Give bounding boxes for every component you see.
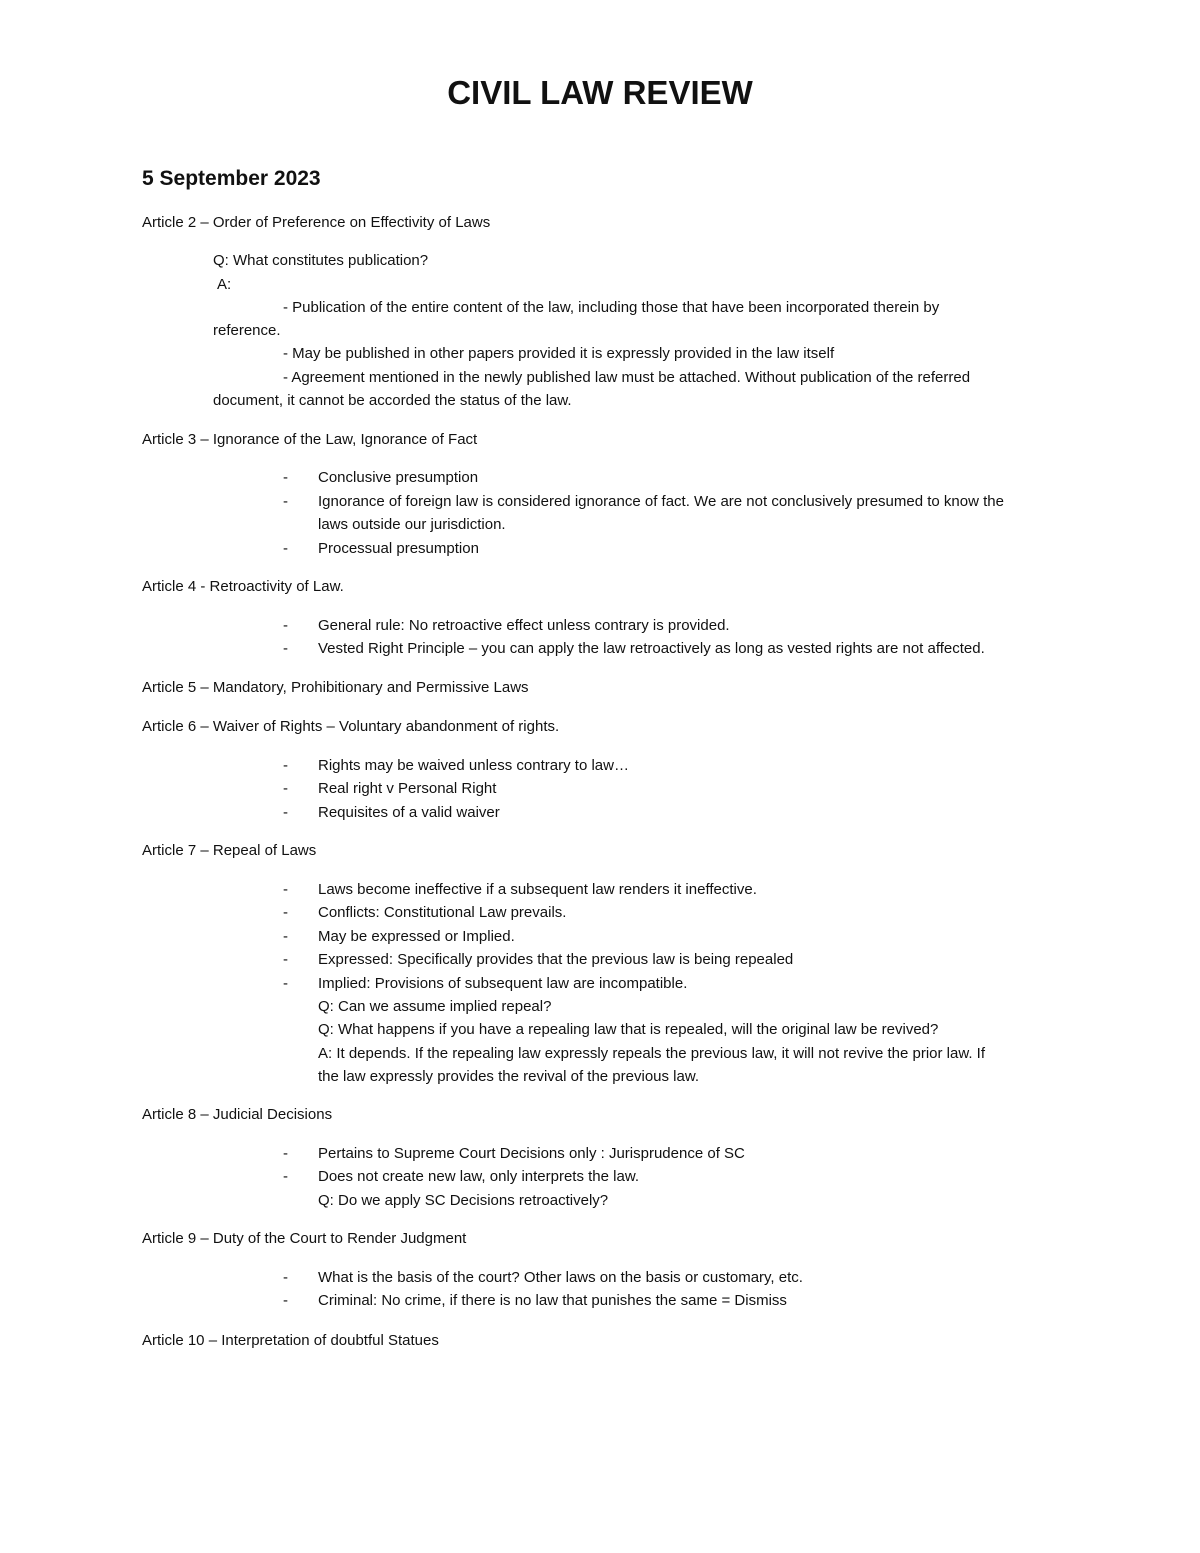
bullet-dash: - bbox=[283, 1168, 288, 1185]
article-7-bullet: Conflicts: Constitutional Law prevails. bbox=[318, 904, 567, 921]
article-4-heading: Article 4 - Retroactivity of Law. bbox=[142, 578, 344, 595]
article-2-answer-line: document, it cannot be accorded the status of the law. bbox=[213, 392, 572, 409]
article-8-heading: Article 8 – Judicial Decisions bbox=[142, 1106, 333, 1123]
article-6-bullet: Real right v Personal Right bbox=[318, 780, 497, 797]
article-7-question: Q: Can we assume implied repeal? bbox=[318, 998, 552, 1015]
bullet-dash: - bbox=[283, 780, 288, 797]
bullet-dash: - bbox=[283, 640, 288, 657]
article-7-answer: A: It depends. If the repealing law expressly repeals the previous law, it will not revive the prior law. If bbox=[318, 1045, 986, 1062]
article-2-answer-label: A: bbox=[217, 276, 232, 293]
bullet-dash: - bbox=[283, 1292, 288, 1309]
article-2-answer-line: - Publication of the entire content of the law, including those that have been incorporated therein by bbox=[283, 299, 940, 316]
article-9-bullet: Criminal: No crime, if there is no law that punishes the same = Dismiss bbox=[318, 1292, 787, 1309]
article-7-bullet: Laws become ineffective if a subsequent law renders it ineffective. bbox=[318, 881, 757, 898]
article-3-heading: Article 3 – Ignorance of the Law, Ignorance of Fact bbox=[142, 431, 478, 448]
bullet-dash: - bbox=[283, 881, 288, 898]
article-2-answer-line: - May be published in other papers provided it is expressly provided in the law itself bbox=[283, 345, 835, 362]
document-title: CIVIL LAW REVIEW bbox=[447, 74, 753, 111]
article-8-bullet: Pertains to Supreme Court Decisions only : Jurisprudence of SC bbox=[318, 1145, 745, 1162]
bullet-dash: - bbox=[283, 469, 288, 486]
article-8-bullet: Does not create new law, only interprets the law. bbox=[318, 1168, 640, 1185]
bullet-dash: - bbox=[283, 1145, 288, 1162]
article-4-bullet: Vested Right Principle – you can apply the law retroactively as long as vested rights are not affected. bbox=[318, 640, 985, 657]
article-2-heading: Article 2 – Order of Preference on Effectivity of Laws bbox=[142, 214, 491, 231]
article-3-bullet: Processual presumption bbox=[318, 540, 479, 557]
article-10-heading: Article 10 – Interpretation of doubtful Statues bbox=[142, 1332, 439, 1349]
article-6-bullet: Rights may be waived unless contrary to law… bbox=[318, 757, 629, 774]
article-7-bullet: May be expressed or Implied. bbox=[318, 928, 515, 945]
date-heading: 5 September 2023 bbox=[142, 167, 321, 190]
bullet-dash: - bbox=[283, 493, 288, 510]
article-2-answer-line: reference. bbox=[213, 322, 281, 339]
bullet-dash: - bbox=[283, 1269, 288, 1286]
article-2-question: Q: What constitutes publication? bbox=[213, 252, 429, 269]
bullet-dash: - bbox=[283, 617, 288, 634]
bullet-dash: - bbox=[283, 951, 288, 968]
article-6-heading: Article 6 – Waiver of Rights – Voluntary abandonment of rights. bbox=[142, 718, 560, 735]
article-7-bullet: Expressed: Specifically provides that the previous law is being repealed bbox=[318, 951, 794, 968]
article-9-bullet: What is the basis of the court? Other laws on the basis or customary, etc. bbox=[318, 1269, 803, 1286]
bullet-dash: - bbox=[283, 757, 288, 774]
article-7-question: Q: What happens if you have a repealing law that is repealed, will the original law be revived? bbox=[318, 1021, 939, 1038]
bullet-dash: - bbox=[283, 904, 288, 921]
article-7-bullet: Implied: Provisions of subsequent law are incompatible. bbox=[318, 975, 688, 992]
article-7-heading: Article 7 – Repeal of Laws bbox=[142, 842, 317, 859]
article-6-bullet: Requisites of a valid waiver bbox=[318, 804, 500, 821]
bullet-dash: - bbox=[283, 975, 288, 992]
article-9-heading: Article 9 – Duty of the Court to Render Judgment bbox=[142, 1230, 467, 1247]
article-3-bullet: Ignorance of foreign law is considered ignorance of fact. We are not conclusively presumed to know the bbox=[318, 493, 1004, 510]
article-4-bullet: General rule: No retroactive effect unless contrary is provided. bbox=[318, 617, 730, 634]
bullet-dash: - bbox=[283, 928, 288, 945]
article-8-question: Q: Do we apply SC Decisions retroactively? bbox=[318, 1192, 609, 1209]
article-7-answer-cont: the law expressly provides the revival of the previous law. bbox=[318, 1068, 700, 1085]
article-3-bullet-cont: laws outside our jurisdiction. bbox=[318, 516, 506, 533]
bullet-dash: - bbox=[283, 540, 288, 557]
bullet-dash: - bbox=[283, 804, 288, 821]
article-2-answer-line: - Agreement mentioned in the newly published law must be attached. Without publication of the referred bbox=[283, 369, 971, 386]
article-5-heading: Article 5 – Mandatory, Prohibitionary and Permissive Laws bbox=[142, 679, 529, 696]
article-3-bullet: Conclusive presumption bbox=[318, 469, 479, 486]
